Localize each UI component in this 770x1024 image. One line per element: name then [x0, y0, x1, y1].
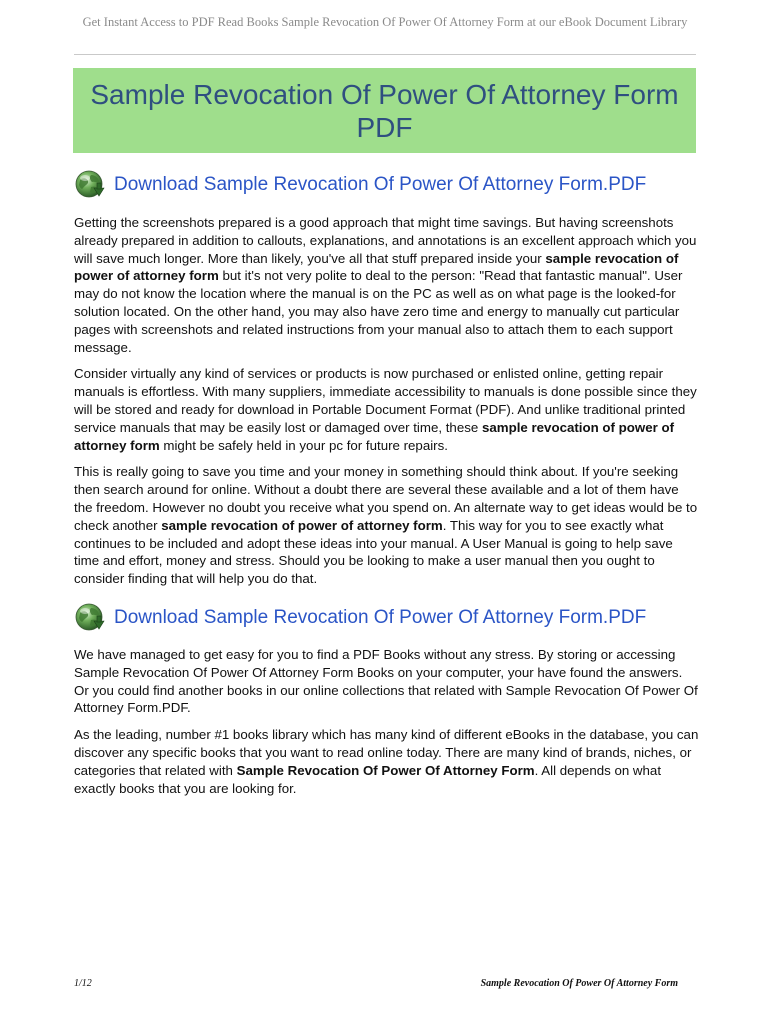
text-span: Getting the screenshots prepared is a good approach that might time savings. But having screenshots already prepared in addition to callouts, explanations, and annotations is an excellent approach which you will save much longer. More than likely, you've all that stuff prepared inside your	[74, 215, 697, 266]
text-span: . This way for you to see exactly what continues to be included and adopt these ideas into your manual. A User Manual is going to help save time and effort, money and stress. Should you be looking to make a user manual then you ought to consider finding that will help you do that.	[74, 517, 673, 587]
section-one-text	[74, 214, 700, 597]
paragraph-5	[74, 726, 700, 797]
page-number: 1/12	[74, 978, 92, 989]
footer-title: Sample Revocation Of Power Of Attorney Form	[480, 978, 678, 989]
download-row-bottom[interactable]	[74, 600, 696, 636]
text-span: As the leading, number #1 books library which has many kind of different eBooks in the database, you can discover any specific books that you want to read online today. There are many kind of brands, niches, or categories that related with	[74, 727, 699, 778]
globe-download-icon	[74, 602, 106, 634]
page-header: Get Instant Access to PDF Read Books Sample Revocation Of Power Of Attorney Form at our eBook Document Library	[82, 15, 688, 29]
title-banner	[73, 68, 696, 153]
text-span: but it's not very polite to deal to the person: "Read that fantastic manual". User may do not know the location where the manual is on the PC as well as on what page is the looked-for solution located. On the other hand, you may also have zero time and energy to manually cut particular pages with screenshots and related instructions from your manual also to attach them to each support message.	[74, 268, 683, 355]
download-link-top[interactable]: Download Sample Revocation Of Power Of Attorney Form.PDF	[114, 174, 647, 195]
download-row-top[interactable]	[74, 167, 696, 203]
paragraph-3	[74, 463, 700, 588]
globe-download-icon	[74, 169, 106, 201]
bold-keyword: sample revocation of power of attorney form	[74, 250, 679, 284]
bold-keyword: Sample Revocation Of Power Of Attorney Form	[236, 762, 535, 778]
document-title: Sample Revocation Of Power Of Attorney Form PDF	[90, 78, 679, 143]
bold-keyword: sample revocation of power of attorney form	[74, 419, 675, 453]
text-span: Consider virtually any kind of services or products is now purchased or enlisted online, getting repair manuals is effortless. With many suppliers, immediate accessibility to manuals is done possible since they will be stored and ready for download in Portable Document Format (PDF). And unlike traditional printed service manuals that may be easily lost or damaged over time, these	[74, 366, 697, 435]
text-span: This is really going to save you time and your money in something should think about. If you're seeking then search around for online. Without a doubt there are several these available and a lot of them have the freedom. However no doubt you receive what you spend on. An alternate way to get ideas would be to check another	[74, 464, 698, 533]
bold-keyword: sample revocation of power of attorney form	[161, 517, 443, 533]
text-span: might be safely held in your pc for future repairs.	[159, 437, 448, 453]
section-two-text	[74, 646, 700, 806]
header-divider	[74, 54, 696, 55]
paragraph-4: We have managed to get easy for you to find a PDF Books without any stress. By storing or accessing Sample Revocation Of Power Of Attorney Form Books on your computer, your have found the answers. Or you could find another books in our online collections that related with Sample Revocation Of Power Of Attorney Form.PDF.	[74, 647, 698, 716]
paragraph-1	[74, 214, 700, 356]
text-span: . All depends on what exactly books that you are looking for.	[74, 762, 662, 796]
paragraph-2	[74, 365, 700, 454]
download-link-bottom[interactable]: Download Sample Revocation Of Power Of Attorney Form.PDF	[114, 607, 647, 628]
